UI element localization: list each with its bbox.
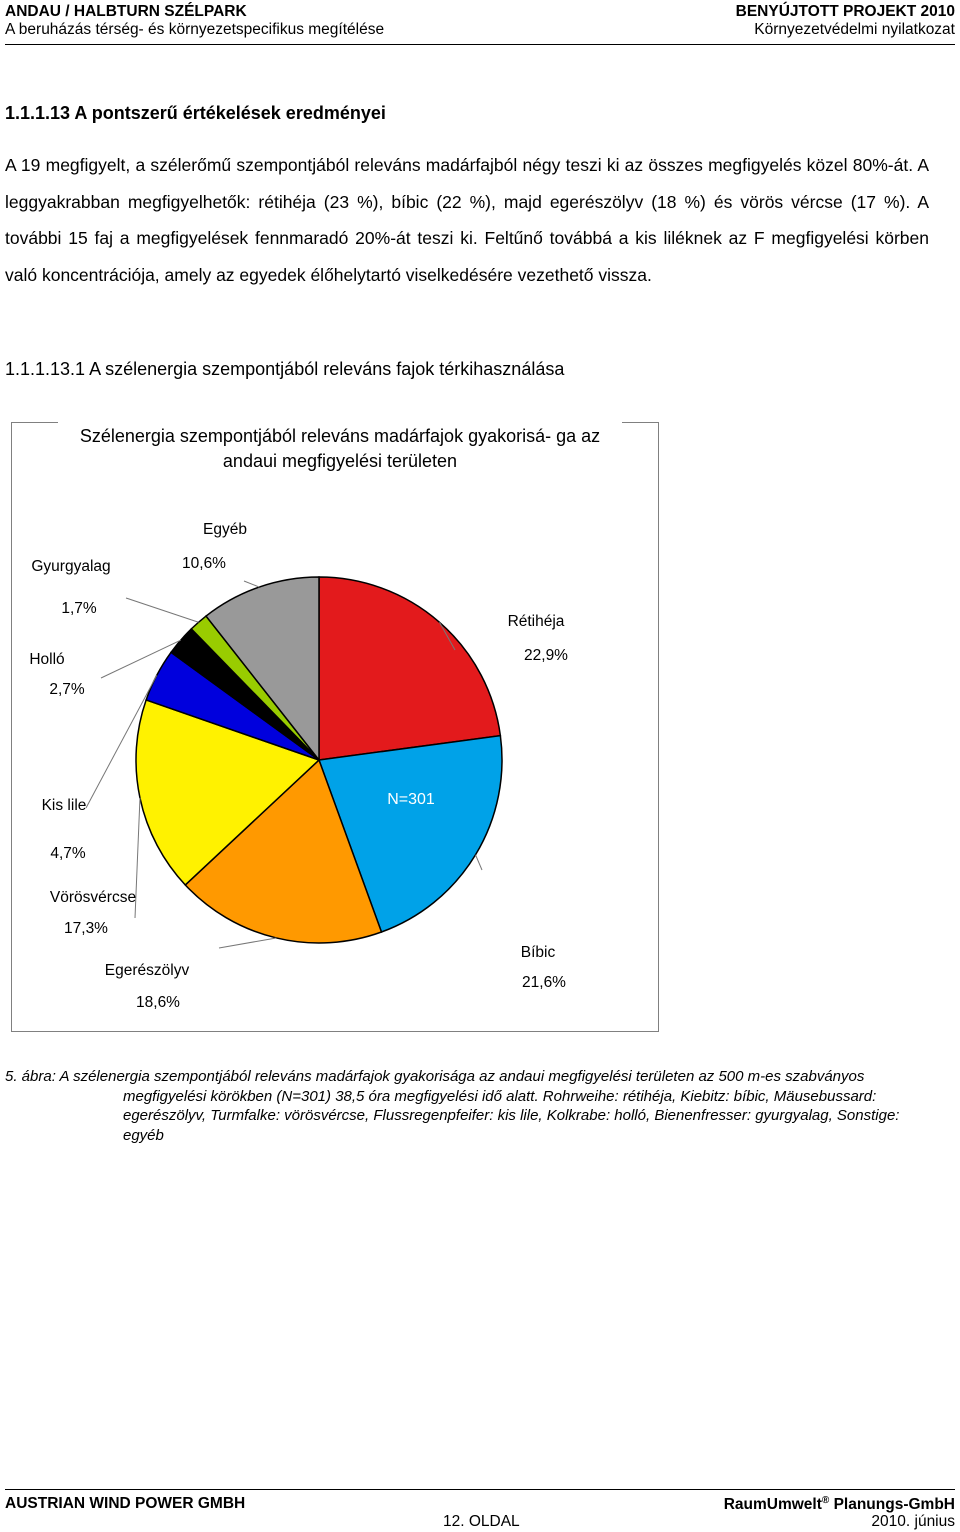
figure-caption: 5. ábra: A szélenergia szempontjából releváns madárfajok gyakorisága az andaui megfigyelési területen az 500 m-es szabványos megfigyelési körökben (N=301) 38,5 óra megfigyelési idő alatt. Rohrweihe: rétihéja, Kiebitz: bíbic, Mäusebussard: egerészölyv, Turmfalke: vörösvércse, Flussregenpfeifer: kis lile, Kolkrabe: holló, Bienenfresser: gyurgyalag, Sonstige: egyéb xyxy=(5,1068,900,1144)
sample-size-label: N=301 xyxy=(387,791,435,808)
slice-name-label: Gyurgyalag xyxy=(31,558,111,575)
slice-name-label: Kis lile xyxy=(41,797,87,814)
footer-divider xyxy=(5,1489,955,1490)
header-project: BENYÚJTOTT PROJEKT 2010 xyxy=(735,3,955,20)
slice-value-label: 22,9% xyxy=(524,647,568,664)
slice-value-label: 1,7% xyxy=(61,600,97,617)
slice-name-label: Rétihéja xyxy=(507,613,565,630)
slice-value-label: 2,7% xyxy=(49,681,85,698)
leader-line xyxy=(476,855,482,870)
slice-name-label: Egerészölyv xyxy=(104,962,190,979)
footer-brand-name: RaumUmwelt xyxy=(723,1496,822,1514)
header-subtitle: A beruházás térség- és környezetspecifikus megítélése xyxy=(5,21,385,38)
slice-name-label: Egyéb xyxy=(203,521,247,538)
footer-brand-mark: ® xyxy=(821,1495,830,1506)
header-document-type: Környezetvédelmi nyilatkozat xyxy=(754,21,955,38)
header-title: ANDAU / HALBTURN SZÉLPARK xyxy=(5,3,247,20)
leader-line xyxy=(219,938,276,948)
footer-company: AUSTRIAN WIND POWER GMBH xyxy=(5,1495,246,1512)
section-title: 1.1.1.13 A pontszerű értékelések eredményei xyxy=(5,103,386,123)
body-paragraph: A 19 megfigyelt, a szélerőmű szempontjából releváns madárfajból négy teszi ki az összes megfigyelés közel 80%-át. A leggyakrabban megfigyelhetők: rétihéja (23 %), bíbic (22 %), majd egerészölyv (18 %) és vörös vércse (17 %). A további 15 faj a megfigyelések fennmaradó 20%-át teszi ki. Feltűnő továbbá a kis liléknek az F megfigyelési körben való koncentrációja, amely az egyedek élőhelytartó viselkedésére vezethető vissza. xyxy=(5,155,929,285)
slice-value-label: 21,6% xyxy=(522,974,566,991)
slice-value-label: 10,6% xyxy=(182,555,226,572)
footer-brand-suffix: Planungs-GmbH xyxy=(829,1496,955,1514)
footer-page-number: 12. OLDAL xyxy=(443,1513,520,1530)
pie-slice-r-tih-ja xyxy=(319,577,500,760)
slice-value-label: 18,6% xyxy=(136,994,180,1011)
footer-brand xyxy=(724,1495,955,1514)
leader-line xyxy=(244,581,259,587)
slice-value-label: 17,3% xyxy=(64,920,108,937)
leader-line xyxy=(126,598,199,622)
slice-value-label: 4,7% xyxy=(50,845,86,862)
slice-name-label: Bíbic xyxy=(520,944,556,961)
footer-date: 2010. június xyxy=(871,1513,955,1530)
chart-title: Szélenergia szempontjából releváns madárfajok gyakorisá- ga az andaui megfigyelési területen xyxy=(79,426,601,471)
slice-name-label: Holló xyxy=(29,651,65,668)
slice-name-label: Vörösvércse xyxy=(49,889,137,906)
subsection-title: 1.1.1.13.1 A szélenergia szempontjából releváns fajok térkihasználása xyxy=(5,359,565,379)
